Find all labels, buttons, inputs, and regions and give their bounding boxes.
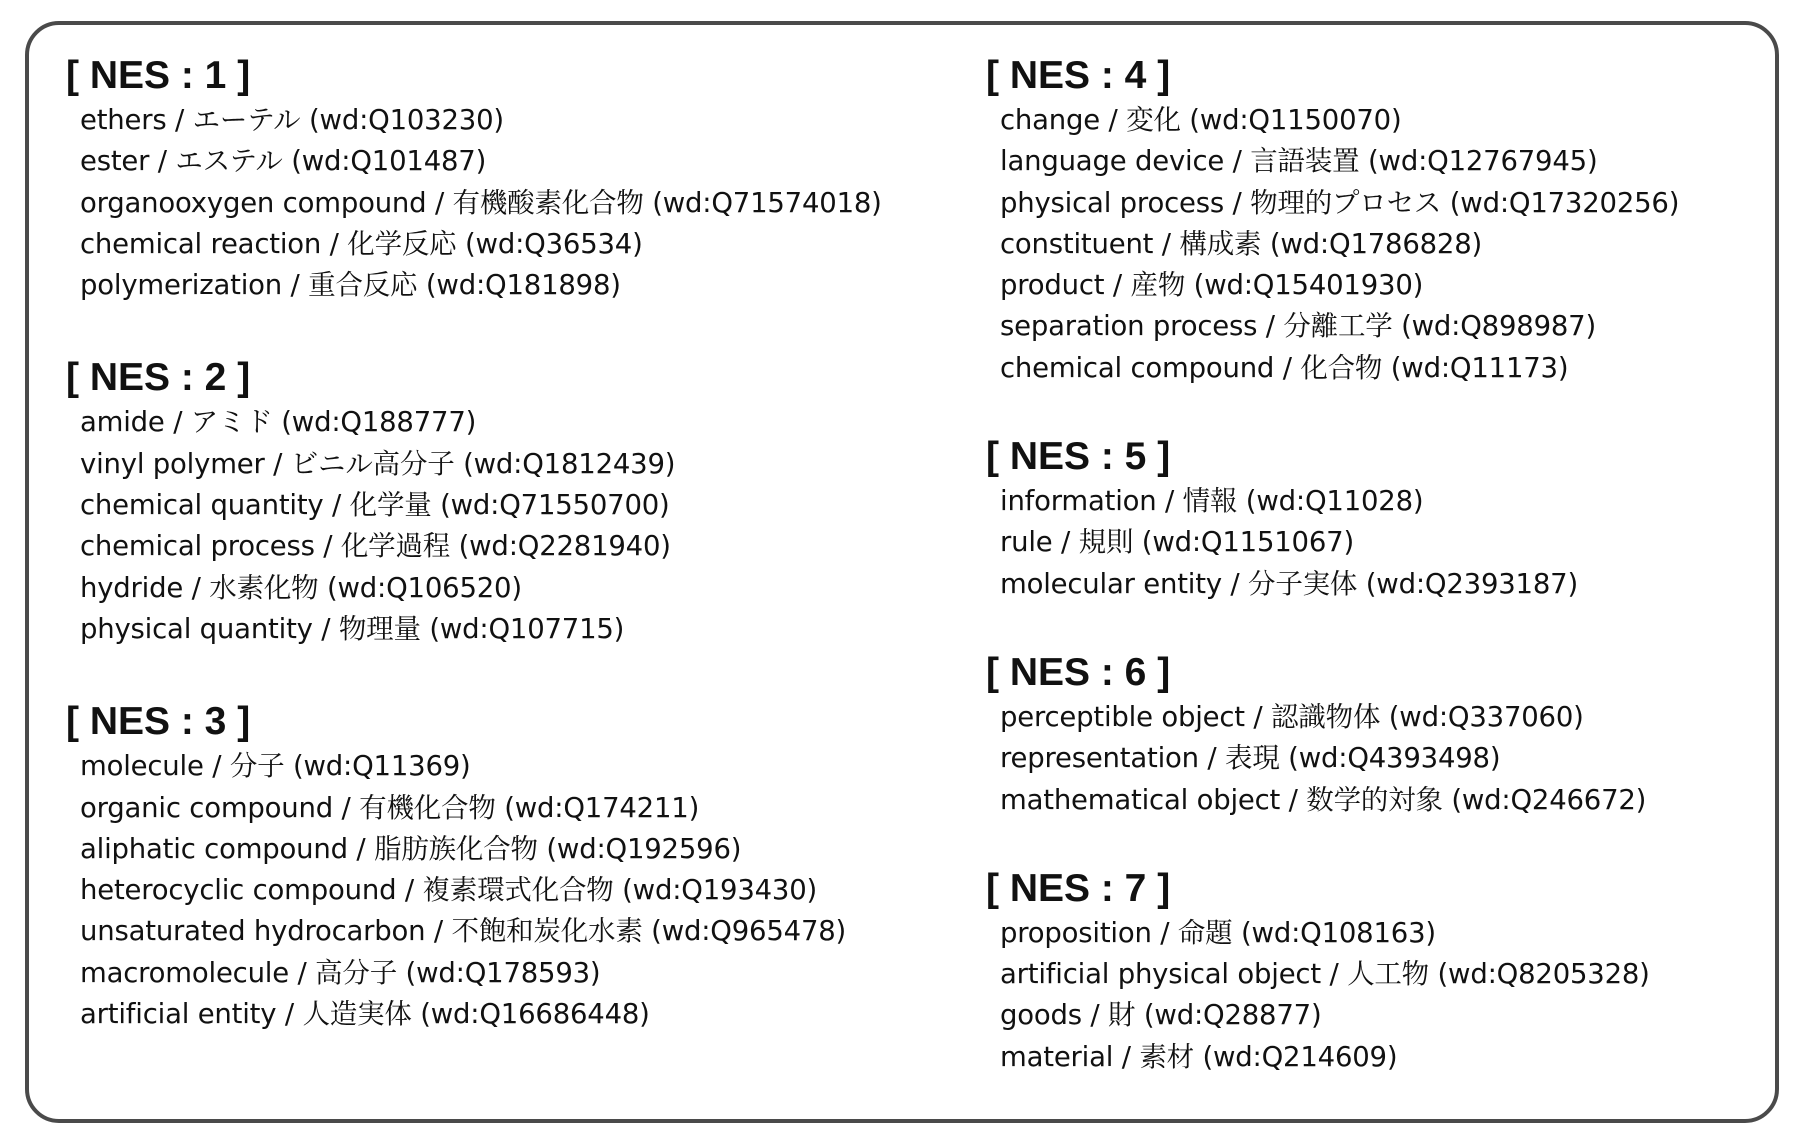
list-item: organooxygen compound / 有機酸素化合物 (wd:Q71574018) bbox=[80, 186, 882, 219]
group-item-list bbox=[986, 481, 1776, 605]
group-item-list bbox=[986, 697, 1776, 821]
group-heading: [ NES : 3 ] bbox=[66, 700, 251, 744]
group-heading: [ NES : 7 ] bbox=[986, 866, 1171, 910]
list-item: aliphatic compound / 脂肪族化合物 (wd:Q192596) bbox=[80, 832, 742, 865]
list-item: amide / アミド (wd:Q188777) bbox=[80, 406, 477, 439]
nes-group-3 bbox=[66, 698, 946, 1035]
group-heading: [ NES : 1 ] bbox=[66, 54, 251, 97]
list-item: chemical compound / 化合物 (wd:Q11173) bbox=[1000, 351, 1569, 384]
group-item-list bbox=[66, 746, 946, 1035]
group-item-list bbox=[66, 100, 946, 306]
list-item: product / 産物 (wd:Q15401930) bbox=[1000, 269, 1424, 302]
group-heading: [ NES : 6 ] bbox=[986, 650, 1171, 694]
nes-group-2 bbox=[66, 354, 946, 650]
list-item: constituent / 構成素 (wd:Q1786828) bbox=[1000, 227, 1483, 260]
nes-group-7 bbox=[986, 865, 1776, 1078]
group-item-list bbox=[986, 100, 1776, 389]
nes-group-5 bbox=[986, 433, 1776, 605]
list-item: mathematical object / 数学的対象 (wd:Q246672) bbox=[1000, 783, 1647, 816]
list-item: molecule / 分子 (wd:Q11369) bbox=[80, 750, 471, 783]
nes-group-1 bbox=[66, 52, 946, 306]
list-item: perceptible object / 認識物体 (wd:Q337060) bbox=[1000, 700, 1584, 733]
list-item: chemical quantity / 化学量 (wd:Q71550700) bbox=[80, 489, 670, 522]
list-item: polymerization / 重合反応 (wd:Q181898) bbox=[80, 269, 621, 302]
list-item: chemical process / 化学過程 (wd:Q2281940) bbox=[80, 530, 671, 563]
group-heading: [ NES : 4 ] bbox=[986, 54, 1171, 97]
list-item: proposition / 命題 (wd:Q108163) bbox=[1000, 916, 1436, 949]
group-heading: [ NES : 2 ] bbox=[66, 356, 251, 400]
list-item: representation / 表現 (wd:Q4393498) bbox=[1000, 742, 1501, 775]
list-item: chemical reaction / 化学反応 (wd:Q36534) bbox=[80, 227, 643, 260]
list-item: physical process / 物理的プロセス (wd:Q17320256) bbox=[1000, 186, 1680, 219]
group-item-list bbox=[986, 913, 1776, 1078]
list-item: change / 変化 (wd:Q1150070) bbox=[1000, 104, 1402, 136]
list-item: language device / 言語装置 (wd:Q12767945) bbox=[1000, 145, 1598, 178]
list-item: artificial physical object / 人工物 (wd:Q8205328) bbox=[1000, 958, 1650, 991]
list-item: macromolecule / 高分子 (wd:Q178593) bbox=[80, 956, 601, 989]
list-item: hydride / 水素化物 (wd:Q106520) bbox=[80, 571, 522, 604]
nes-group-4 bbox=[986, 52, 1776, 389]
list-item: information / 情報 (wd:Q11028) bbox=[1000, 485, 1424, 518]
list-item: unsaturated hydrocarbon / 不飽和炭化水素 (wd:Q965478) bbox=[80, 915, 847, 948]
list-item: molecular entity / 分子実体 (wd:Q2393187) bbox=[1000, 567, 1578, 600]
list-item: separation process / 分離工学 (wd:Q898987) bbox=[1000, 310, 1596, 343]
list-item: goods / 財 (wd:Q28877) bbox=[1000, 999, 1322, 1032]
list-item: organic compound / 有機化合物 (wd:Q174211) bbox=[80, 791, 700, 824]
right-column bbox=[986, 52, 1776, 1078]
list-item: heterocyclic compound / 複素環式化合物 (wd:Q193430) bbox=[80, 874, 818, 907]
group-heading: [ NES : 5 ] bbox=[986, 435, 1171, 479]
list-item: ethers / エーテル (wd:Q103230) bbox=[80, 104, 504, 136]
list-item: rule / 規則 (wd:Q1151067) bbox=[1000, 526, 1354, 559]
list-item: artificial entity / 人造実体 (wd:Q16686448) bbox=[80, 998, 650, 1031]
left-column bbox=[66, 52, 946, 1035]
group-item-list bbox=[66, 402, 946, 650]
list-item: vinyl polymer / ビニル高分子 (wd:Q1812439) bbox=[80, 447, 676, 480]
list-item: physical quantity / 物理量 (wd:Q107715) bbox=[80, 612, 625, 645]
list-item: material / 素材 (wd:Q214609) bbox=[1000, 1040, 1398, 1073]
list-item: ester / エステル (wd:Q101487) bbox=[80, 145, 487, 178]
nes-group-6 bbox=[986, 649, 1776, 821]
